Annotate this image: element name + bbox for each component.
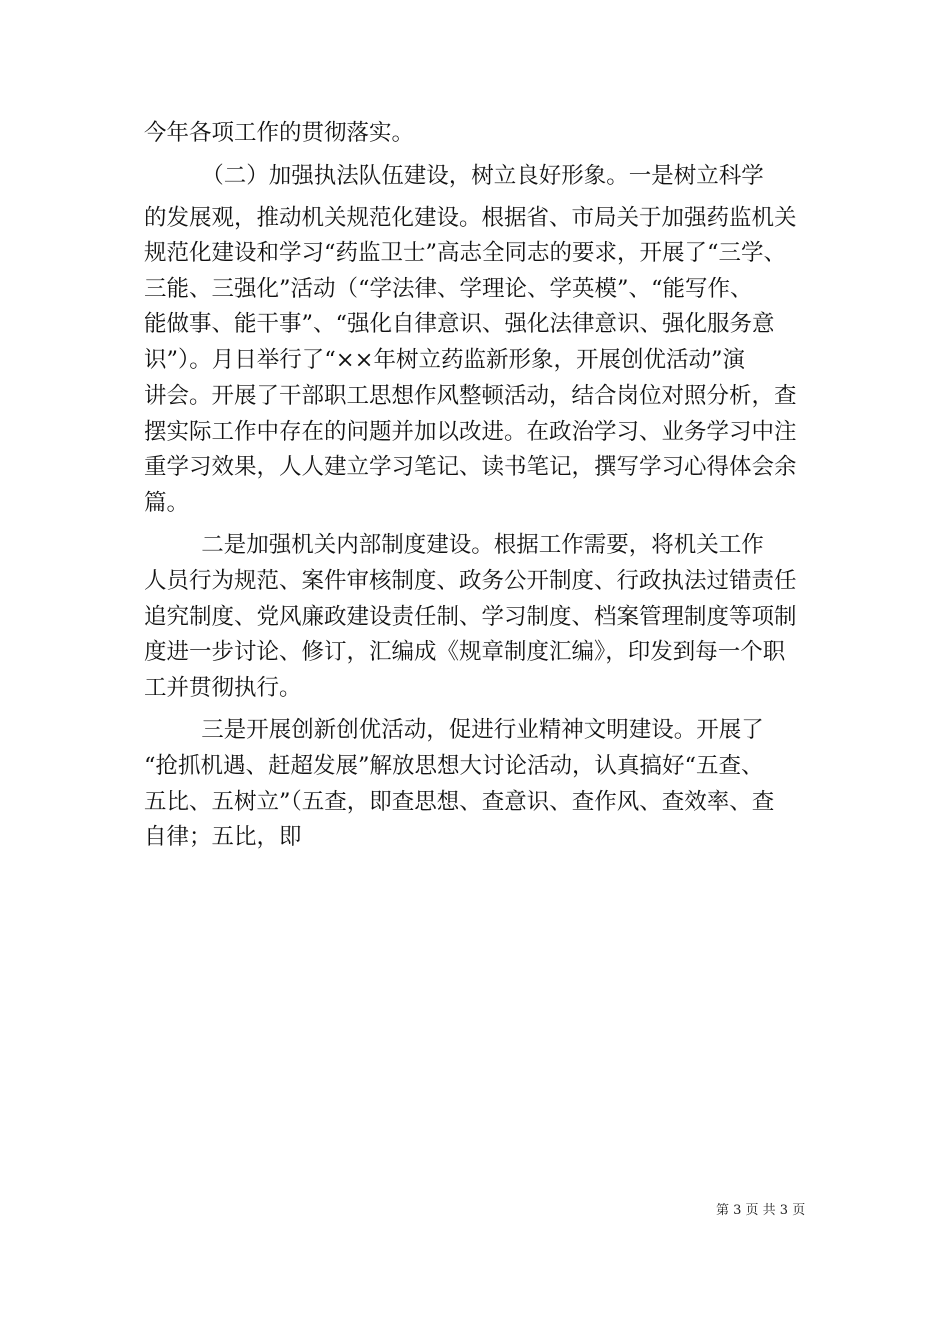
body-text-line: 人员行为规范、案件审核制度、政务公开制度、行政执法过错责任 — [144, 568, 797, 594]
body-text-line: 五比、五树立”（五查，即查思想、查意识、查作风、查效率、查 — [144, 789, 775, 815]
body-text-line: 能做事、能干事”、“强化自律意识、强化法律意识、强化服务意 — [144, 311, 775, 337]
body-text-line: 讲会。开展了干部职工思想作风整顿活动，结合岗位对照分析，查 — [144, 383, 797, 409]
body-text-line: 工并贯彻执行。 — [144, 675, 302, 701]
body-text-line: 三能、三强化”活动（“学法律、学理论、学英模”、“能写作、 — [144, 276, 753, 302]
body-text-line: （二）加强执法队伍建设，树立良好形象。一是树立科学 — [144, 163, 764, 189]
body-text-line: 度进一步讨论、修订，汇编成《规章制度汇编》，印发到每一个职 — [144, 639, 786, 665]
body-text-line: 自律；五比，即 — [144, 824, 302, 850]
body-text-line: 重学习效果，人人建立学习笔记、读书笔记，撰写学习心得体会余 — [144, 454, 797, 480]
body-text-line: 篇。 — [144, 490, 190, 516]
body-text-line: 规范化建设和学习“药监卫士”高志全同志的要求，开展了“三学、 — [144, 240, 787, 266]
body-text-line: 三是开展创新创优活动，促进行业精神文明建设。开展了 — [144, 717, 764, 743]
body-text-line: 摆实际工作中存在的问题并加以改进。在政治学习、业务学习中注 — [144, 419, 797, 445]
body-text-line: 二是加强机关内部制度建设。根据工作需要，将机关工作 — [144, 532, 764, 558]
body-text-line: 今年各项工作的贯彻落实。 — [144, 120, 415, 146]
body-text-line: “抢抓机遇、赶超发展”解放思想大讨论活动，认真搞好“五查、 — [144, 753, 764, 779]
body-text-line: 的发展观，推动机关规范化建设。根据省、市局关于加强药监机关 — [144, 205, 797, 231]
page-number-footer: 第 3 页 共 3 页 — [716, 1203, 806, 1218]
body-text-line: 识”）。月日举行了“××年树立药监新形象，开展创优活动”演 — [144, 347, 745, 373]
body-text-line: 追究制度、党风廉政建设责任制、学习制度、档案管理制度等项制 — [144, 604, 797, 630]
